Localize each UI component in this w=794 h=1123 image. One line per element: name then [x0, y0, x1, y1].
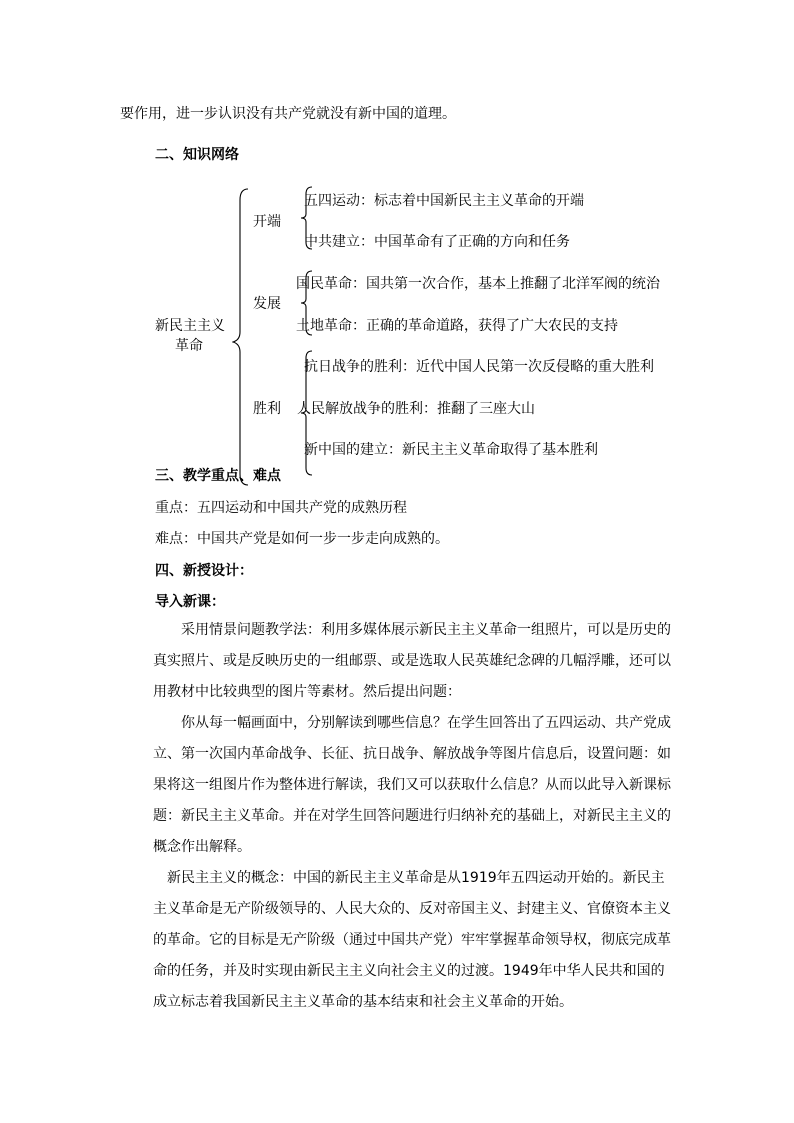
- paragraph: 你从每一幅画面中，分别解读到哪些信息？在学生回答出了五四运动、共产党成立、第一次国内革命战争、长征、抗日战争、解放战争等图片信息后，设置问题：如果将这一组图片作为整体进行解读，我们又可以获取什么信息？从而以此导入新课标题：新民主主义革命。并在对学生回答问题进行归纳补充的基础上，对新民主主义的概念作出解释。: [153, 715, 671, 855]
- tree-item: 中共建立：中国革命有了正确的方向和任务: [304, 234, 570, 250]
- intro-line: 要作用，进一步认识没有共产党就没有新中国的道理。: [120, 106, 456, 122]
- difficult-point: 难点：中国共产党是如何一步一步走向成熟的。: [155, 531, 449, 547]
- tree-item: 抗日战争的胜利：近代中国人民第一次反侵略的重大胜利: [304, 359, 654, 375]
- section3-title: 三、教学重点、难点: [155, 468, 281, 484]
- tree-item: 五四运动：标志着中国新民主主义革命的开端: [304, 193, 584, 209]
- section2-title: 二、知识网络: [155, 147, 239, 163]
- branch-label-develop: 发展: [253, 296, 281, 312]
- branch-label-start: 开端: [253, 214, 281, 230]
- tree-item: 人民解放战争的胜利：推翻了三座大山: [297, 401, 535, 417]
- key-point: 重点：五四运动和中国共产党的成熟历程: [155, 500, 407, 516]
- tree-item: 土地革命：正确的革命道路，获得了广大农民的支持: [296, 318, 618, 334]
- tree-root-line2: 革命: [175, 338, 203, 354]
- tree-root-line1: 新民主主义: [155, 318, 225, 334]
- paragraph: 采用情景问题教学法：利用多媒体展示新民主主义革命一组照片，可以是历史的真实照片、或是反映历史的一组邮票、或是选取人民英雄纪念碑的几幅浮雕，还可以用教材中比较典型的图片等素材。然后提出问题：: [153, 622, 671, 700]
- root-brace: [232, 188, 250, 486]
- branch-label-victory: 胜利: [253, 401, 281, 417]
- section4-title: 四、新授设计：: [155, 563, 253, 579]
- paragraph: 新民主主义的概念：中国的新民主主义革命是从1919年五四运动开始的。新民主主义革命是无产阶级领导的、人民大众的、反对帝国主义、封建主义、官僚资本主义的革命。它的目标是无产阶级（通过中国共产党）牢牢掌握革命领导权，彻底完成革命的任务，并及时实现由新民主主义向社会主义的过渡。1949年中华人民共和国的成立标志着我国新民主主义革命的基本结束和社会主义革命的开始。: [153, 870, 671, 1010]
- intro-title: 导入新课：: [155, 594, 225, 610]
- tree-item: 新中国的建立：新民主主义革命取得了基本胜利: [304, 442, 598, 458]
- tree-item: 国民革命：国共第一次合作，基本上推翻了北洋军阀的统治: [296, 276, 660, 292]
